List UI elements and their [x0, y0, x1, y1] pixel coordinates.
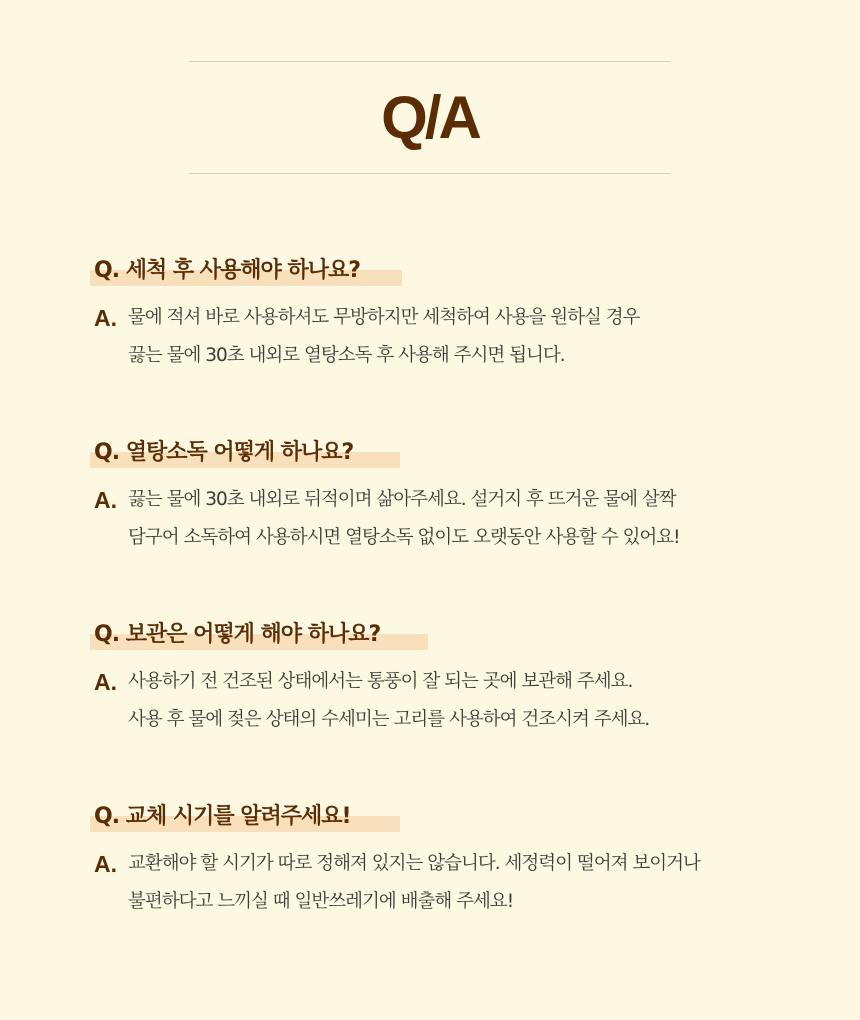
answer-line: 끓는 물에 30초 내외로 열탕소독 후 사용해 주시면 됩니다. [128, 345, 565, 366]
answer-line: 사용하기 전 건조된 상태에서는 통풍이 잘 되는 곳에 보관해 주세요. [128, 671, 633, 692]
top-divider [189, 61, 671, 62]
answer-line: 교환해야 할 시기가 따로 정해져 있지는 않습니다. 세정력이 떨어져 보이거나 [128, 853, 700, 874]
question-block [90, 800, 351, 834]
question-text: Q. 열탕소독 어떻게 하나요? [94, 440, 354, 465]
answer-line: 끓는 물에 30초 내외로 뒤적이며 삶아주세요. 설거지 후 뜨거운 물에 살짝 [128, 489, 676, 510]
answer-line: 불편하다고 느끼실 때 일반쓰레기에 배출해 주세요! [128, 891, 514, 912]
answer-line: 담구어 소독하여 사용하시면 열탕소독 없이도 오랫동안 사용할 수 있어요! [128, 527, 680, 548]
question-block [90, 618, 380, 652]
answer-mark: A. [94, 305, 117, 331]
answer-line: 사용 후 물에 젖은 상태의 수세미는 고리를 사용하여 건조시켜 주세요. [128, 709, 650, 730]
bottom-divider [189, 173, 671, 174]
answer-mark: A. [94, 851, 117, 877]
question-text: Q. 교체 시기를 알려주세요! [94, 804, 351, 829]
page-title: Q/A [381, 84, 479, 151]
question-text: Q. 보관은 어떻게 해야 하나요? [94, 622, 381, 647]
answer-line: 물에 적셔 바로 사용하셔도 무방하지만 세척하여 사용을 원하실 경우 [128, 307, 640, 328]
answer-mark: A. [94, 487, 117, 513]
question-text: Q. 세척 후 사용해야 하나요? [94, 258, 360, 283]
question-block [90, 436, 353, 470]
answer-mark: A. [94, 669, 117, 695]
question-block [90, 254, 360, 288]
